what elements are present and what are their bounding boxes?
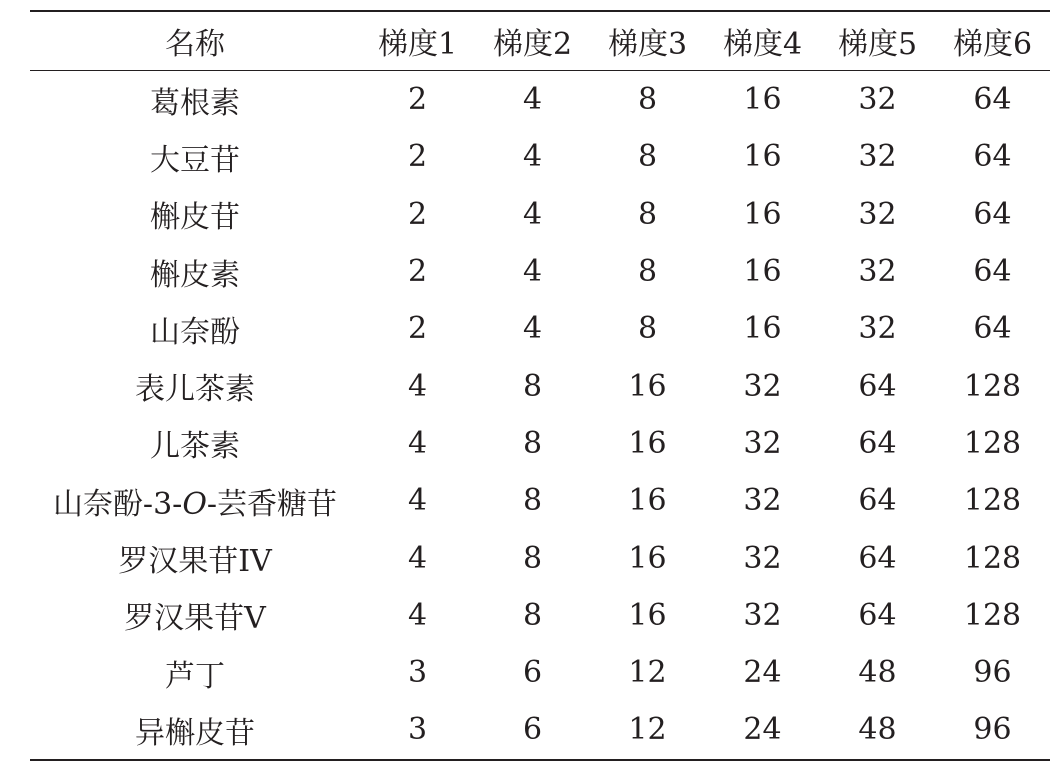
gradient-value: 24 [743,655,782,691]
gradient-value: 32 [858,196,897,232]
gradient-value: 96 [973,655,1012,691]
compound-name: 山奈酚 [150,314,240,350]
gradient-table [30,10,1050,761]
gradient-value: 128 [963,425,1022,461]
table-row [30,587,1050,644]
gradient-value: 16 [743,196,782,232]
gradient-value: 8 [637,82,658,118]
gradient-value: 2 [407,82,428,118]
gradient-value: 16 [743,139,782,175]
compound-name: 罗汉果苷V [124,601,266,637]
gradient-value: 2 [407,311,428,347]
gradient-value: 24 [743,712,782,748]
header-gradient-3: 梯度3 [607,27,688,62]
compound-name: 芦丁 [165,658,225,694]
header-gradient-2: 梯度2 [492,27,573,62]
gradient-value: 32 [858,254,897,290]
gradient-value: 4 [407,368,428,404]
gradient-value: 4 [522,82,543,118]
gradient-value: 4 [407,483,428,519]
gradient-value: 16 [743,82,782,118]
table-row [30,529,1050,586]
compound-name: 罗汉果苷IV [118,544,272,580]
gradient-table-container [30,10,1050,761]
gradient-value: 64 [973,82,1012,118]
gradient-value: 64 [858,368,897,404]
gradient-value: 12 [628,712,667,748]
gradient-value: 32 [743,597,782,633]
gradient-value: 4 [407,597,428,633]
gradient-value: 128 [963,540,1022,576]
gradient-value: 64 [858,425,897,461]
gradient-value: 64 [973,254,1012,290]
gradient-value: 64 [973,196,1012,232]
gradient-value: 2 [407,254,428,290]
compound-name: 儿茶素 [150,429,240,465]
gradient-value: 6 [522,712,543,748]
compound-name-suffix: -芸香糖苷 [206,486,338,522]
gradient-value: 48 [858,712,897,748]
gradient-value: 8 [522,483,543,519]
gradient-value: 16 [628,368,667,404]
gradient-value: 32 [858,311,897,347]
gradient-value: 16 [628,597,667,633]
compound-name: 大豆苷 [150,142,240,178]
table-row [30,701,1050,759]
gradient-value: 48 [858,655,897,691]
gradient-value: 4 [522,196,543,232]
gradient-value: 16 [628,483,667,519]
table-row [30,415,1050,472]
table-row [30,472,1050,529]
gradient-value: 4 [522,311,543,347]
gradient-value: 16 [743,254,782,290]
gradient-value: 32 [743,540,782,576]
compound-name: 槲皮苷 [150,200,240,236]
gradient-value: 16 [743,311,782,347]
gradient-value: 96 [973,712,1012,748]
table-row [30,644,1050,701]
compound-name [30,472,360,529]
compound-name-italic: O [182,486,207,522]
gradient-value: 128 [963,483,1022,519]
gradient-value: 8 [637,254,658,290]
gradient-value: 6 [522,655,543,691]
table-row [30,300,1050,357]
compound-name: 葛根素 [150,85,240,121]
gradient-value: 32 [743,483,782,519]
gradient-value: 8 [522,368,543,404]
gradient-value: 12 [628,655,667,691]
header-gradient-6: 梯度6 [952,27,1033,62]
table-row [30,243,1050,300]
compound-name-prefix: 山奈酚-3- [52,486,183,522]
gradient-value: 8 [637,311,658,347]
gradient-value: 64 [858,540,897,576]
header-name: 名称 [165,27,225,62]
gradient-value: 8 [637,139,658,175]
gradient-value: 32 [858,139,897,175]
header-gradient-1: 梯度1 [377,27,458,62]
gradient-value: 16 [628,425,667,461]
gradient-value: 8 [522,597,543,633]
gradient-value: 64 [858,483,897,519]
header-row [30,11,1050,71]
gradient-value: 4 [522,139,543,175]
table-row [30,71,1050,129]
gradient-value: 8 [522,540,543,576]
table-row [30,357,1050,414]
header-gradient-5: 梯度5 [837,27,918,62]
gradient-value: 4 [407,540,428,576]
gradient-value: 8 [522,425,543,461]
gradient-value: 2 [407,196,428,232]
gradient-value: 32 [743,368,782,404]
gradient-value: 64 [973,311,1012,347]
gradient-value: 16 [628,540,667,576]
gradient-value: 2 [407,139,428,175]
gradient-value: 3 [407,655,428,691]
table-row [30,128,1050,185]
table-row [30,186,1050,243]
compound-name: 表儿茶素 [135,372,255,408]
gradient-value: 128 [963,597,1022,633]
gradient-value: 3 [407,712,428,748]
gradient-value: 64 [973,139,1012,175]
gradient-value: 8 [637,196,658,232]
compound-name: 槲皮素 [150,257,240,293]
gradient-value: 64 [858,597,897,633]
gradient-value: 4 [407,425,428,461]
gradient-value: 32 [858,82,897,118]
compound-name: 异槲皮苷 [135,715,255,751]
gradient-value: 32 [743,425,782,461]
gradient-value: 4 [522,254,543,290]
header-gradient-4: 梯度4 [722,27,803,62]
gradient-value: 128 [963,368,1022,404]
